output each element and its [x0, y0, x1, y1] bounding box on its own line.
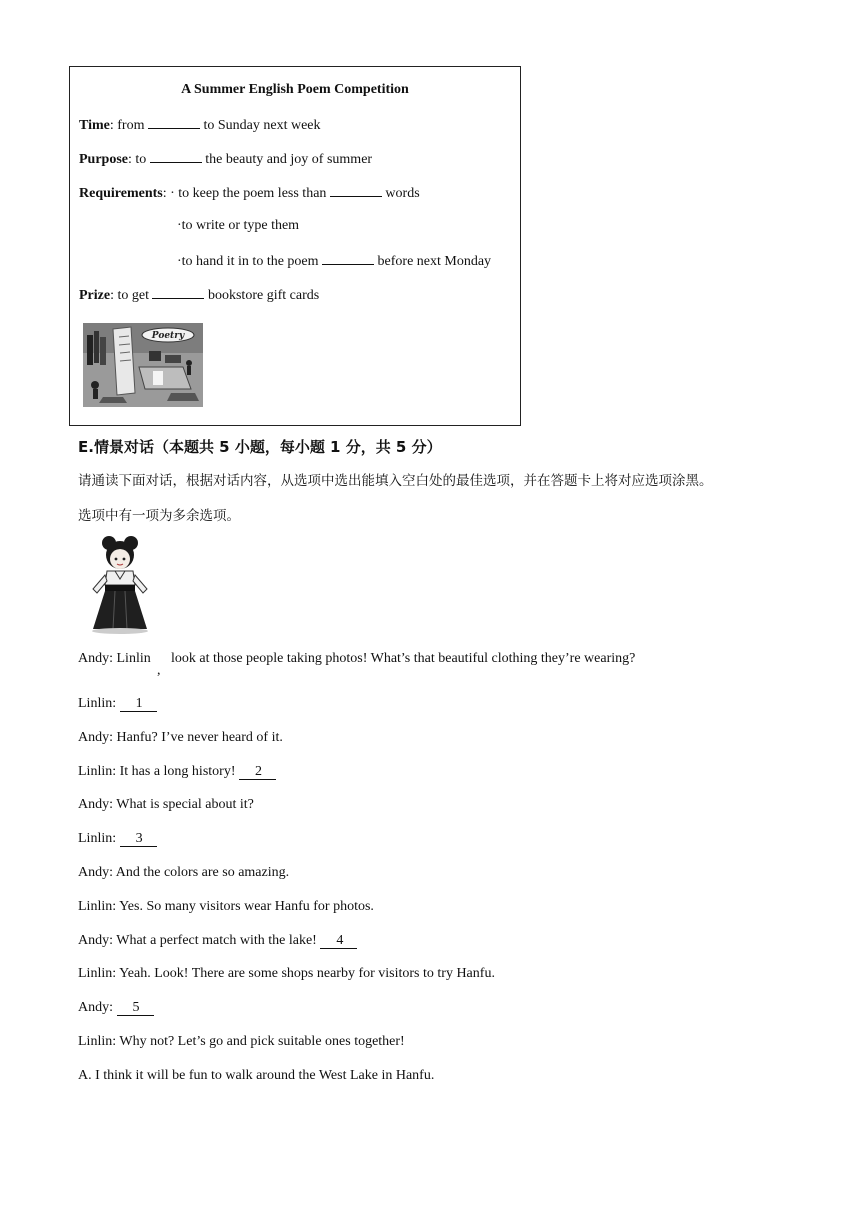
- poster-req2-line: ·to write or type them: [177, 218, 300, 233]
- purpose-label: Purpose: [79, 152, 128, 167]
- poem-competition-poster: [69, 66, 521, 426]
- dialogue-line-4: [78, 764, 276, 780]
- poster-prize-line: [79, 286, 319, 304]
- dialogue-line-7: Andy: And the colors are so amazing.: [78, 865, 290, 880]
- req1-post: words: [381, 186, 420, 201]
- dialogue-line-10: Linlin: Yeah. Look! There are some shops nearby for visitors to try Hanfu.: [78, 966, 495, 981]
- dialogue-line-11: [78, 1000, 154, 1016]
- instruction-line-1: 请通读下面对话，根据对话内容，从选项中选出能填入空白处的最佳选项，并在答题卡上将对应选项涂黑。: [78, 473, 713, 489]
- blank: [330, 184, 382, 197]
- req3-post: before next Monday: [374, 254, 492, 269]
- hanfu-girl-illustration: [85, 533, 155, 635]
- dialogue-line-1: [78, 651, 151, 667]
- time-pre: : from: [109, 118, 148, 133]
- poetry-illustration: [83, 323, 203, 407]
- blank-4[interactable]: 4: [320, 934, 357, 949]
- poster-requirements-line: [79, 184, 420, 202]
- prize-label: Prize: [79, 288, 111, 303]
- time-label: Time: [79, 118, 110, 133]
- section-heading: E.情景对话（本题共 5 小题，每小题 1 分，共 5 分）: [78, 438, 442, 456]
- requirements-label: Requirements: [79, 186, 163, 201]
- dialogue-line-3: Andy: Hanfu? I’ve never heard of it.: [78, 730, 283, 745]
- andy-linlin: Andy: Linlin: [78, 651, 151, 666]
- speaker: Linlin:: [78, 831, 120, 846]
- dialogue-line-8: Linlin: Yes. So many visitors wear Hanfu for photos.: [78, 899, 374, 914]
- blank: [150, 150, 202, 163]
- blank-1[interactable]: 1: [120, 697, 157, 712]
- req3-pre: ·to hand it in to the poem: [177, 254, 323, 269]
- dialogue-line-12: Linlin: Why not? Let’s go and pick suitable ones together!: [78, 1034, 405, 1049]
- purpose-post: the beauty and joy of summer: [201, 152, 373, 167]
- dialogue-line-2: [78, 696, 157, 712]
- dialogue-line-9: [78, 933, 357, 949]
- instruction-line-2: 选项中有一项为多余选项。: [78, 508, 240, 524]
- blank: [152, 286, 204, 299]
- dialogue-line-6: [78, 831, 157, 847]
- dialogue-comma: ,: [157, 663, 161, 678]
- poster-req3-line: [177, 252, 491, 270]
- poetry-label: Poetry: [151, 331, 185, 341]
- dialogue-line-5: Andy: What is special about it?: [78, 797, 254, 812]
- speaker: Linlin: It has a long history!: [78, 764, 239, 779]
- blank-3[interactable]: 3: [120, 832, 157, 847]
- poster-title: A Summer English Poem Competition: [181, 82, 409, 97]
- blank-5[interactable]: 5: [117, 1001, 154, 1016]
- purpose-pre: : to: [128, 152, 150, 167]
- speaker: Linlin:: [78, 696, 120, 711]
- poster-purpose-line: [79, 150, 372, 168]
- blank: [322, 252, 374, 265]
- req1-pre: : · to keep the poem less than: [162, 186, 330, 201]
- poster-time-line: [79, 116, 321, 134]
- dialogue-line-1b: look at those people taking photos! What’s that beautiful clothing they’re wearing?: [171, 651, 636, 666]
- blank-2[interactable]: 2: [239, 765, 276, 780]
- blank: [148, 116, 200, 129]
- time-post: to Sunday next week: [199, 118, 321, 133]
- option-a: A. I think it will be fun to walk around the West Lake in Hanfu.: [78, 1068, 435, 1083]
- prize-pre: : to get: [110, 288, 153, 303]
- speaker: Andy:: [78, 1000, 117, 1015]
- prize-post: bookstore gift cards: [204, 288, 320, 303]
- speaker: Andy: What a perfect match with the lake!: [78, 933, 321, 948]
